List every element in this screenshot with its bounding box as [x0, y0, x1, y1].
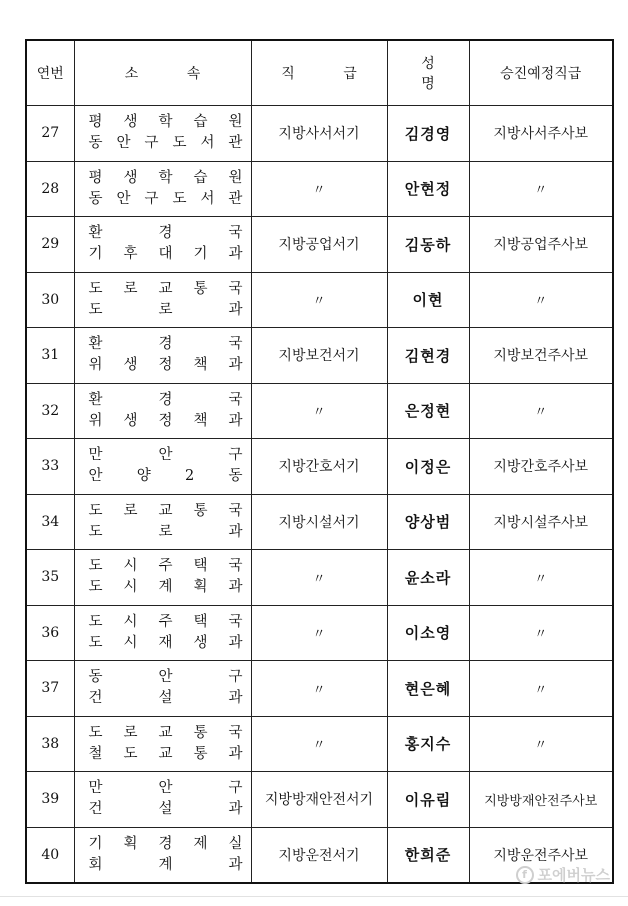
- header-no: 연번: [26, 40, 74, 106]
- promotion-rank-cell: 〃: [469, 605, 613, 661]
- department-cell: [74, 161, 251, 217]
- department-line: 평 생 학 습 원: [88, 169, 243, 186]
- department-cell: [74, 550, 251, 606]
- department-cell: [74, 106, 251, 162]
- rank-cell: 〃: [251, 605, 387, 661]
- table-row: [26, 661, 613, 717]
- row-number: 28: [26, 161, 74, 217]
- row-number: 40: [26, 827, 74, 883]
- department-line: 도 로 교 통 국: [88, 280, 243, 297]
- department-line: 평 생 학 습 원: [88, 114, 243, 131]
- department-cell: [74, 494, 251, 550]
- row-number: 39: [26, 772, 74, 828]
- name-cell: 이소영: [387, 605, 469, 661]
- department-line: 철 도 교 통 과: [88, 745, 243, 762]
- department-line: 도 시 재 생 과: [88, 634, 243, 651]
- department-line: 도 로 과: [88, 301, 243, 318]
- promotion-rank-cell: 지방시설주사보: [469, 494, 613, 550]
- promotion-rank-cell: 〃: [469, 383, 613, 439]
- department-line: 건 설 과: [88, 690, 243, 707]
- name-cell: 윤소라: [387, 550, 469, 606]
- name-cell: 한희준: [387, 827, 469, 883]
- department-line: 도 시 주 택 국: [88, 558, 243, 575]
- rank-cell: 지방사서서기: [251, 106, 387, 162]
- table-row: [26, 161, 613, 217]
- department-line: 도 로 과: [88, 523, 243, 540]
- department-line: 환 경 국: [88, 336, 243, 353]
- department-line: 위 생 정 책 과: [88, 357, 243, 374]
- department-cell: [74, 328, 251, 384]
- header-promo: 승진예정직급: [469, 40, 613, 106]
- table-header-row: [26, 40, 613, 106]
- department-line: 환 경 국: [88, 391, 243, 408]
- department-line: 기 획 경 제 실: [88, 835, 243, 852]
- promotion-rank-cell: 〃: [469, 161, 613, 217]
- department-cell: [74, 827, 251, 883]
- table-row: [26, 383, 613, 439]
- promotion-rank-cell: 지방방재안전주사보: [469, 772, 613, 828]
- promotion-rank-cell: 〃: [469, 661, 613, 717]
- name-cell: 홍지수: [387, 716, 469, 772]
- table-row: [26, 494, 613, 550]
- table-row: [26, 550, 613, 606]
- department-line: 기 후 대 기 과: [88, 246, 243, 263]
- name-cell: 안현정: [387, 161, 469, 217]
- department-line: 도 시 주 택 국: [88, 613, 243, 630]
- table-row: [26, 605, 613, 661]
- rank-cell: 〃: [251, 383, 387, 439]
- department-cell: [74, 439, 251, 495]
- rank-cell: 지방보건서기: [251, 328, 387, 384]
- department-line: 도 로 교 통 국: [88, 502, 243, 519]
- rank-cell: 지방공업서기: [251, 217, 387, 273]
- rank-cell: 〃: [251, 161, 387, 217]
- rank-cell: 〃: [251, 716, 387, 772]
- name-cell: 김경영: [387, 106, 469, 162]
- department-line: 도 시 계 획 과: [88, 579, 243, 596]
- department-line: 환 경 국: [88, 225, 243, 242]
- name-cell: 이정은: [387, 439, 469, 495]
- name-cell: 현은혜: [387, 661, 469, 717]
- footer-divider: [0, 896, 628, 897]
- department-cell: [74, 661, 251, 717]
- rank-cell: 〃: [251, 661, 387, 717]
- name-cell: 김현경: [387, 328, 469, 384]
- department-cell: [74, 217, 251, 273]
- row-number: 36: [26, 605, 74, 661]
- department-line: 동 안 구 도 서 관: [88, 190, 243, 207]
- row-number: 33: [26, 439, 74, 495]
- table-row: [26, 272, 613, 328]
- department-line: 만 안 구: [88, 780, 243, 797]
- row-number: 31: [26, 328, 74, 384]
- row-number: 38: [26, 716, 74, 772]
- name-cell: 이유림: [387, 772, 469, 828]
- row-number: 35: [26, 550, 74, 606]
- promotion-rank-cell: 〃: [469, 272, 613, 328]
- table-row: [26, 217, 613, 273]
- f-logo-icon: f: [516, 866, 534, 884]
- watermark-text: 포에버뉴스: [537, 866, 610, 884]
- row-number: 29: [26, 217, 74, 273]
- table-row: [26, 772, 613, 828]
- table-row: [26, 716, 613, 772]
- department-cell: [74, 716, 251, 772]
- table-row: [26, 328, 613, 384]
- rank-cell: 지방방재안전서기: [251, 772, 387, 828]
- rank-cell: 지방운전서기: [251, 827, 387, 883]
- name-cell: 은정현: [387, 383, 469, 439]
- table-row: [26, 106, 613, 162]
- rank-cell: 〃: [251, 272, 387, 328]
- row-number: 30: [26, 272, 74, 328]
- header-dept: 소 속: [74, 40, 251, 106]
- name-cell: 김동하: [387, 217, 469, 273]
- row-number: 27: [26, 106, 74, 162]
- department-cell: [74, 272, 251, 328]
- department-line: 동 안 구: [88, 669, 243, 686]
- department-line: 도 로 교 통 국: [88, 724, 243, 741]
- promotion-rank-cell: 지방간호주사보: [469, 439, 613, 495]
- rank-cell: 〃: [251, 550, 387, 606]
- department-line: 동 안 구 도 서 관: [88, 135, 243, 152]
- promotion-rank-cell: 〃: [469, 716, 613, 772]
- name-cell: 이현: [387, 272, 469, 328]
- row-number: 37: [26, 661, 74, 717]
- promotion-rank-cell: 지방보건주사보: [469, 328, 613, 384]
- header-name: 성 명: [387, 40, 469, 106]
- promotion-rank-cell: 지방사서주사보: [469, 106, 613, 162]
- department-cell: [74, 772, 251, 828]
- department-cell: [74, 383, 251, 439]
- department-line: 만 안 구: [88, 447, 243, 464]
- promotion-table: [25, 39, 614, 884]
- table-row: [26, 439, 613, 495]
- department-cell: [74, 605, 251, 661]
- department-line: 안 양 2 동: [88, 468, 243, 485]
- promotion-rank-cell: 지방운전주사보: [469, 827, 613, 883]
- department-line: 위 생 정 책 과: [88, 412, 243, 429]
- department-line: 건 설 과: [88, 801, 243, 818]
- watermark: [516, 864, 610, 885]
- department-line: 회 계 과: [88, 856, 243, 873]
- promotion-rank-cell: 지방공업주사보: [469, 217, 613, 273]
- name-cell: 양상범: [387, 494, 469, 550]
- row-number: 32: [26, 383, 74, 439]
- row-number: 34: [26, 494, 74, 550]
- rank-cell: 지방간호서기: [251, 439, 387, 495]
- rank-cell: 지방시설서기: [251, 494, 387, 550]
- header-rank: 직 급: [251, 40, 387, 106]
- promotion-rank-cell: 〃: [469, 550, 613, 606]
